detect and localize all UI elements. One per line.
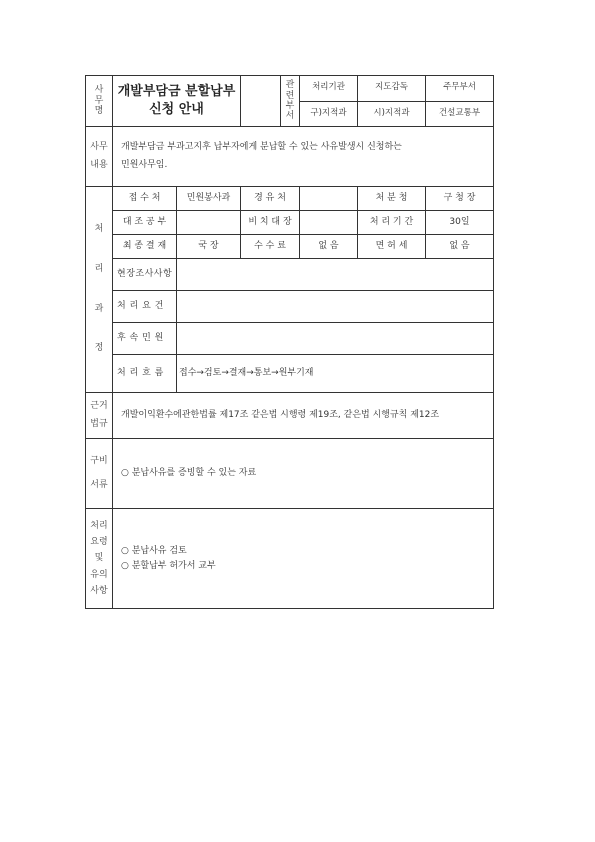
requirements-label: 처 리 요 건: [113, 291, 177, 323]
license-tax-value: 없 음: [426, 235, 494, 259]
final-approval-value: 국 장: [177, 235, 241, 259]
guide-table: [85, 75, 494, 609]
list-item: ○ 분납사유 검토: [121, 546, 187, 557]
process-flow-value: 접수→검토→결재→통보→원부기재: [177, 355, 494, 393]
legal-basis-text: 개발이익환수에관한법률 제17조 같은법 시행령 제19조, 같은법 시행규칙 제12조: [113, 393, 494, 439]
task-content-text: 개발부담금 부과고지후 납부자에게 분납할 수 있는 사유발생시 신청하는 민원사무임.: [113, 127, 494, 187]
final-approval-label: 최 종 결 재: [113, 235, 177, 259]
via-value: [300, 187, 358, 211]
value-processing-agency: 구)지적과: [300, 101, 358, 127]
related-dept-label: 관 련 부 서: [241, 76, 300, 127]
processing-notes-label: 처리 요령 및 유의 사항: [86, 509, 113, 609]
branch-label: 처 분 청: [358, 187, 426, 211]
task-name-label: 사 무 명: [86, 76, 113, 127]
license-tax-label: 면 허 세: [358, 235, 426, 259]
header-main-dept: 주무부서: [426, 76, 494, 102]
guide-document: [85, 75, 493, 609]
via-label: 경 유 처: [241, 187, 300, 211]
receive-value: 민원봉사과: [177, 187, 241, 211]
followup-label: 후 속 민 원: [113, 323, 177, 355]
processing-notes-list: [113, 509, 494, 609]
required-documents-list: [113, 439, 494, 509]
title-line-2: 신청 안내: [149, 102, 204, 117]
list-item: ○ 분할납부 허가서 교부: [121, 560, 216, 571]
document-title: [113, 76, 241, 127]
legal-basis-label: 근거 법규: [86, 393, 113, 439]
requirements-value: [177, 291, 494, 323]
ledger-label: 대 조 공 부: [113, 211, 177, 235]
fee-value: 없 음: [300, 235, 358, 259]
header-supervision: 지도감독: [358, 76, 426, 102]
keep-register-label: 비 치 대 장: [241, 211, 300, 235]
title-line-1: 개발부담금 분할납부: [117, 84, 236, 100]
required-documents-label: 구비 서류: [86, 439, 113, 509]
fee-label: 수 수 료: [241, 235, 300, 259]
header-processing-agency: 처리기관: [300, 76, 358, 102]
followup-value: [177, 323, 494, 355]
task-content-label: 사무 내용: [86, 127, 113, 187]
receive-label: 접 수 처: [113, 187, 177, 211]
branch-value: 구 청 장: [426, 187, 494, 211]
value-main-dept: 건설교통부: [426, 101, 494, 127]
keep-register-value: [300, 211, 358, 235]
processing-period-value: 30일: [426, 211, 494, 235]
site-survey-label: 현장조사사항: [113, 259, 177, 291]
ledger-value: [177, 211, 241, 235]
process-flow-label: 처 리 흐 름: [113, 355, 177, 393]
list-item: ○ 분납사유를 증빙할 수 있는 자료: [121, 468, 257, 479]
site-survey-value: [177, 259, 494, 291]
processing-period-label: 처 리 기 간: [358, 211, 426, 235]
process-label: 처 리 과 정: [86, 187, 113, 393]
value-supervision: 시)지적과: [358, 101, 426, 127]
